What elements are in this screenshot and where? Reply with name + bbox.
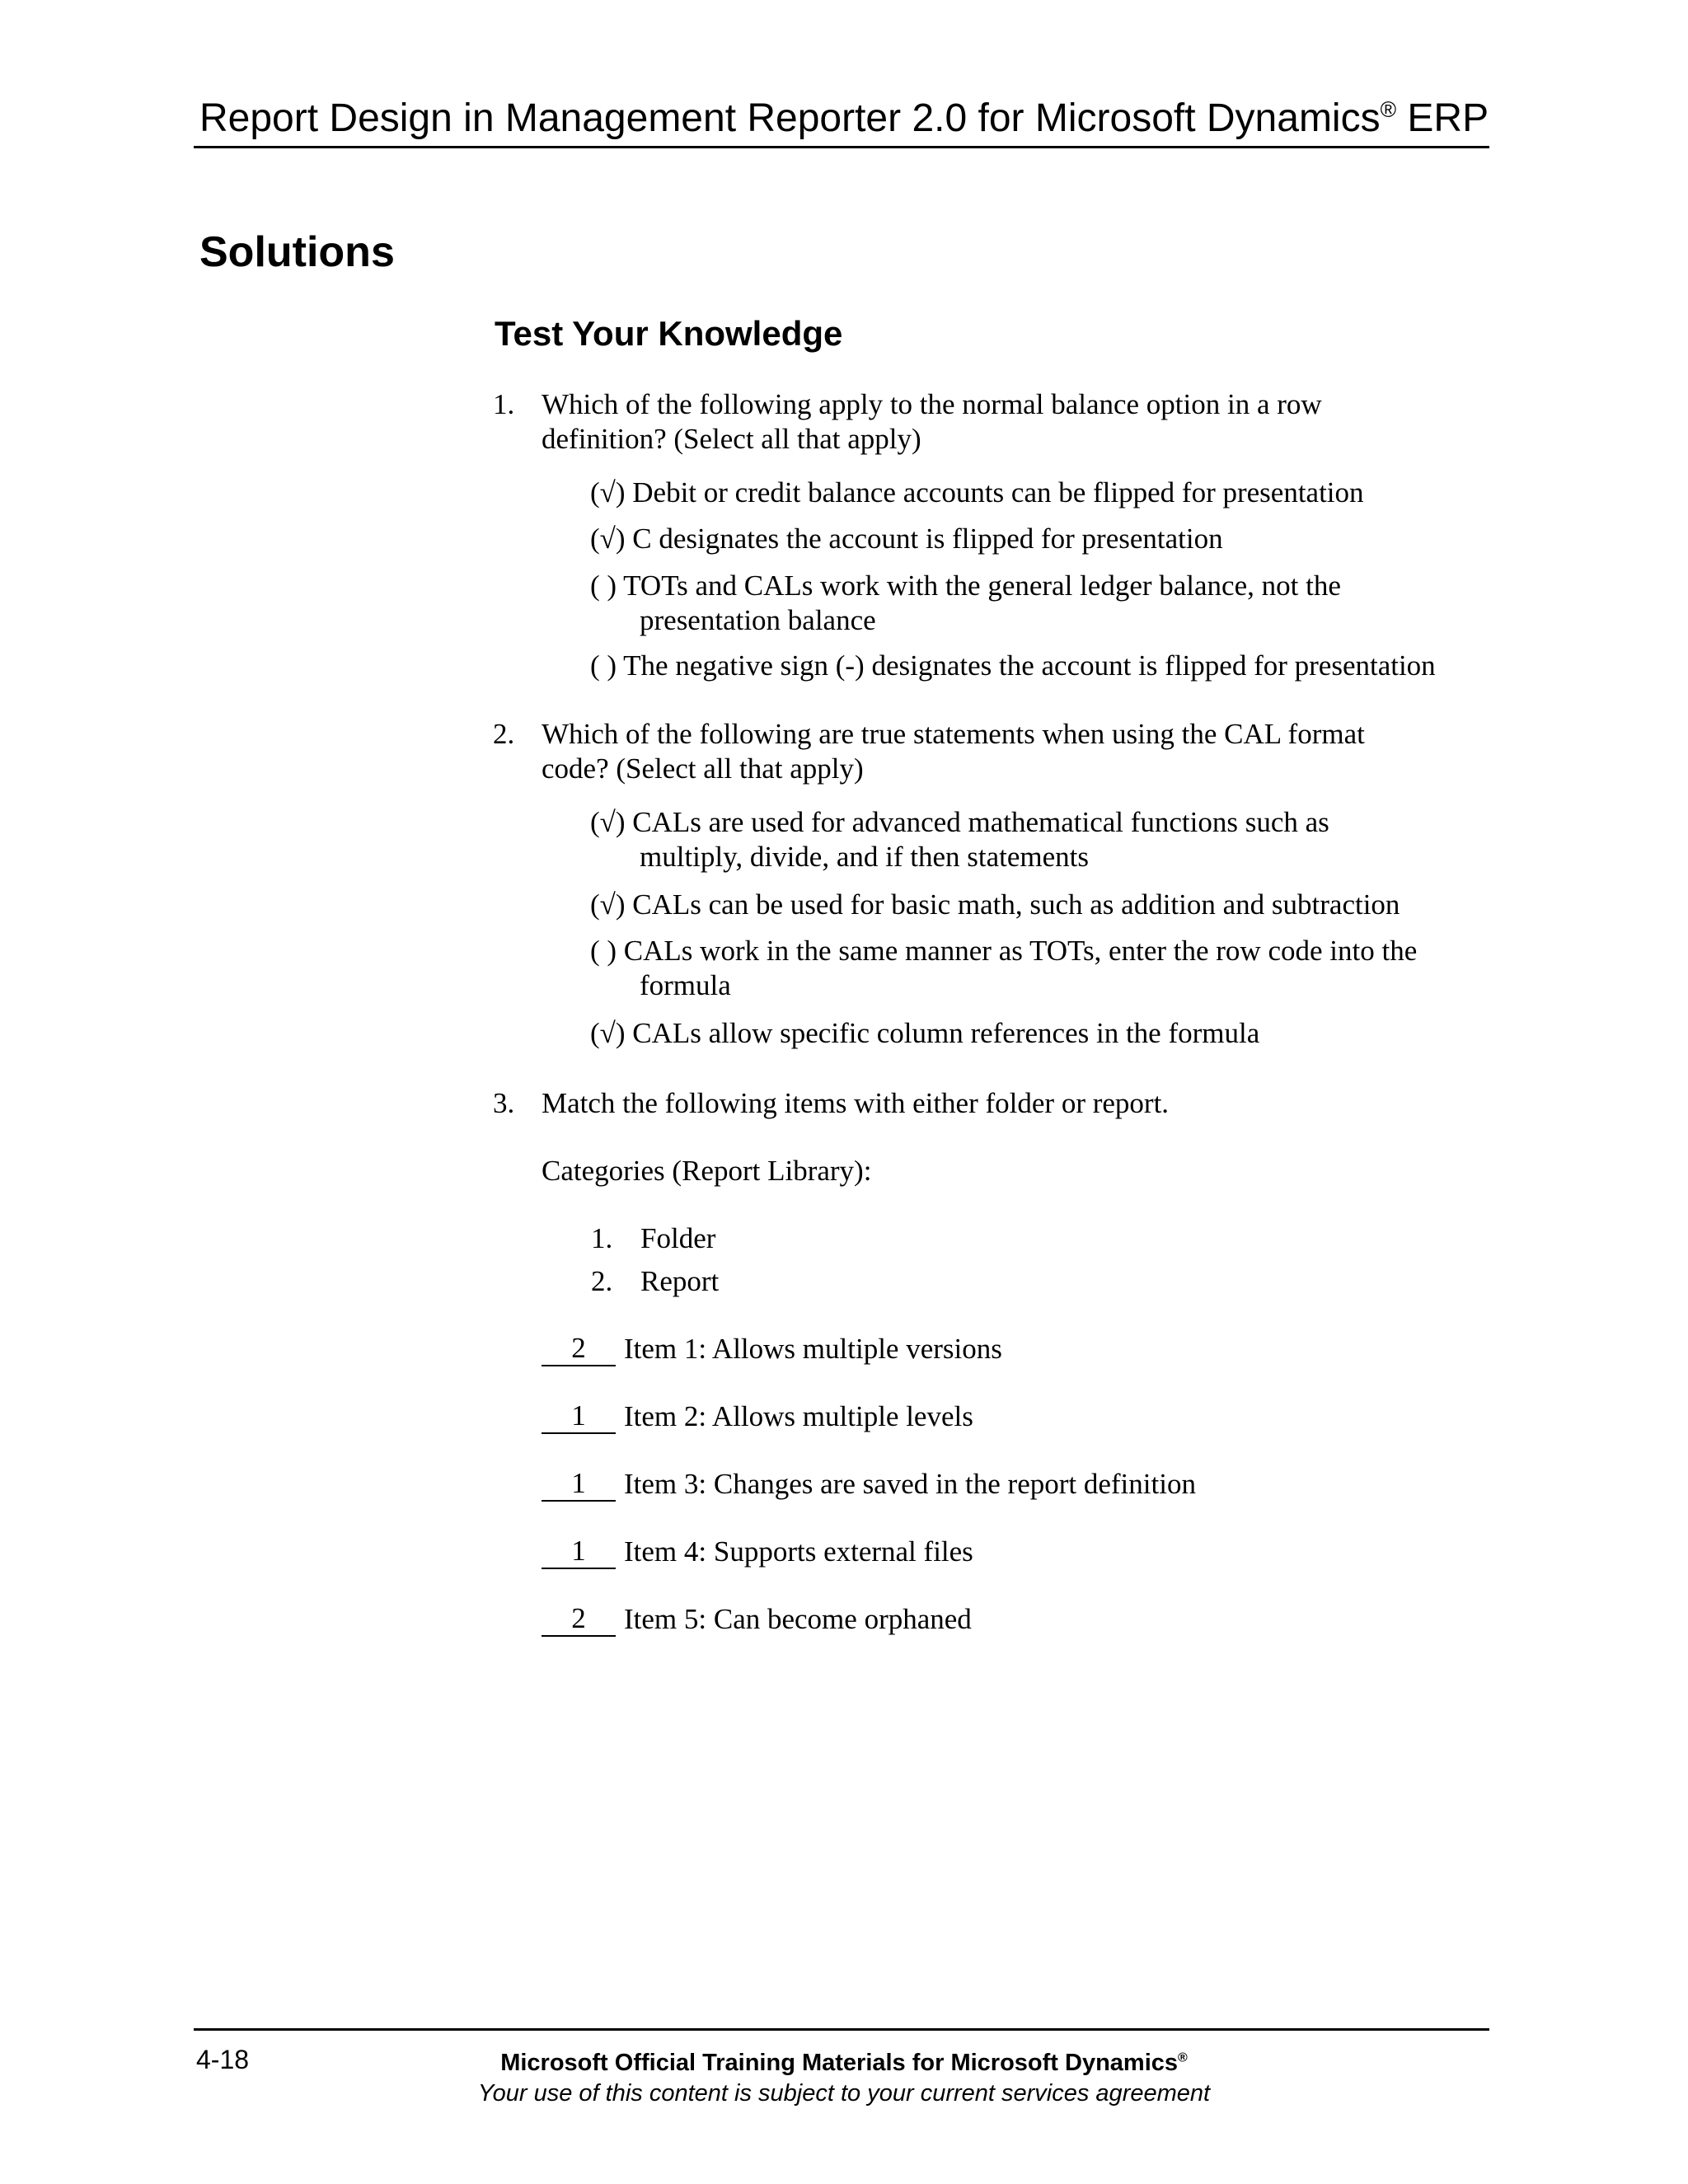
category-number: 1. [591,1222,613,1254]
answer-option-continuation: multiply, divide, and if then statements [640,841,1089,873]
header-title-suffix: ERP [1396,96,1489,140]
match-item-text: Item 5: Can become orphaned [624,1603,972,1635]
page-header-title [199,97,1489,141]
registered-mark: ® [1178,2050,1188,2065]
category-label: Folder [640,1222,716,1254]
match-answer: 1 [542,1467,616,1502]
match-answer: 1 [542,1535,616,1569]
categories-label: Categories (Report Library): [542,1155,872,1187]
match-item-text: Item 3: Changes are saved in the report definition [624,1468,1196,1500]
header-rule [194,146,1489,148]
question-text-line: definition? (Select all that apply) [542,423,921,455]
footer-rule [194,2028,1489,2031]
answer-option: (√) CALs are used for advanced mathematical functions such as [590,806,1329,838]
match-answer: 2 [542,1602,616,1637]
answer-option: (√) CALs allow specific column references in the formula [590,1017,1260,1049]
question-text-line: code? (Select all that apply) [542,752,864,785]
question-text-line: Match the following items with either folder or report. [542,1087,1170,1119]
question-text-line: Which of the following apply to the normal balance option in a row [542,388,1322,420]
answer-option: ( ) CALs work in the same manner as TOTs, enter the row code into the [590,935,1418,967]
section-heading: Solutions [199,228,395,276]
header-title-text: Report Design in Management Reporter 2.0 for Microsoft Dynamics [199,96,1381,140]
registered-mark: ® [1380,97,1397,122]
answer-option: (√) CALs can be used for basic math, such as addition and subtraction [590,888,1400,921]
footer-notice: Your use of this content is subject to your current services agreement [477,2080,1211,2107]
answer-option: (√) Debit or credit balance accounts can be flipped for presentation [590,476,1364,509]
footer-title-text: Microsoft Official Training Materials for Microsoft Dynamics [500,2050,1179,2076]
match-item-text: Item 1: Allows multiple versions [624,1333,1002,1365]
match-item-text: Item 2: Allows multiple levels [624,1400,973,1432]
category-label: Report [640,1265,720,1297]
footer-title [0,2050,1688,2077]
match-item-text: Item 4: Supports external files [624,1535,973,1568]
answer-option-continuation: presentation balance [640,604,876,636]
answer-option: ( ) The negative sign (-) designates the account is flipped for presentation [590,649,1436,682]
page-number: 4-18 [196,2045,250,2074]
answer-option-continuation: formula [640,969,731,1001]
answer-option: (√) C designates the account is flipped for presentation [590,523,1223,555]
subheading: Test Your Knowledge [495,314,843,353]
question-text-line: Which of the following are true statements when using the CAL format [542,718,1365,750]
question-number: 2. [493,718,515,750]
question-number: 3. [493,1087,515,1119]
question-number: 1. [493,388,515,420]
category-number: 2. [591,1265,613,1297]
match-answer: 1 [542,1399,616,1434]
match-answer: 2 [542,1332,616,1366]
answer-option: ( ) TOTs and CALs work with the general ledger balance, not the [590,569,1341,602]
